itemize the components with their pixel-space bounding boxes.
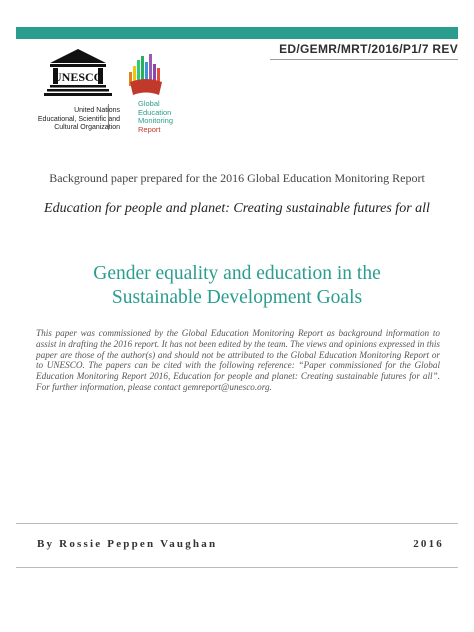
footer-top-rule bbox=[16, 523, 458, 524]
report-theme: Education for people and planet: Creating sustainable futures for all bbox=[44, 201, 430, 216]
gemr-name-line: Monitoring bbox=[138, 116, 174, 125]
gemr-name-line: Education bbox=[138, 107, 172, 117]
unesco-name-line: United Nations bbox=[74, 107, 120, 114]
unesco-name-line: Cultural Organization bbox=[54, 124, 120, 131]
gemr-name-line: Global bbox=[138, 99, 160, 108]
publication-year: 2016 bbox=[413, 538, 444, 550]
document-reference: ED/GEMR/MRT/2016/P1/7 REV bbox=[279, 42, 458, 56]
unesco-name bbox=[36, 107, 120, 133]
unesco-wordmark: UNESCO bbox=[52, 70, 104, 84]
author-byline: By Rossie Peppen Vaughan bbox=[37, 538, 218, 550]
gemr-name bbox=[138, 100, 173, 134]
paper-title-line: Sustainable Development Goals bbox=[111, 287, 363, 308]
reference-divider bbox=[270, 59, 458, 60]
top-accent-bar bbox=[16, 27, 458, 39]
disclaimer-paragraph: This paper was commissioned by the Global Education Monitoring Report as background information to assist in drafting the 2016 report. It has not been edited by the team. The views and opinions expressed in this paper are those of the author(s) and should not be attributed to the Global Education Monitoring Report or to UNESCO. The papers can be cited with the following reference: “Paper commissioned for the Global Education Monitoring Report 2016, Education for people and planet: Creating sustainable futures for all”. For further information, please contact gemreport@unesco.org. bbox=[36, 328, 440, 392]
gemr-name-report: Report bbox=[138, 124, 161, 134]
unesco-name-line: Educational, Scientific and bbox=[37, 115, 120, 123]
footer-bottom-rule bbox=[16, 567, 458, 568]
paper-title bbox=[0, 262, 474, 310]
background-statement: Background paper prepared for the 2016 Global Education Monitoring Report bbox=[49, 171, 425, 185]
gemr-logo bbox=[126, 52, 166, 98]
paper-title-line: Gender equality and education in the bbox=[93, 263, 381, 284]
